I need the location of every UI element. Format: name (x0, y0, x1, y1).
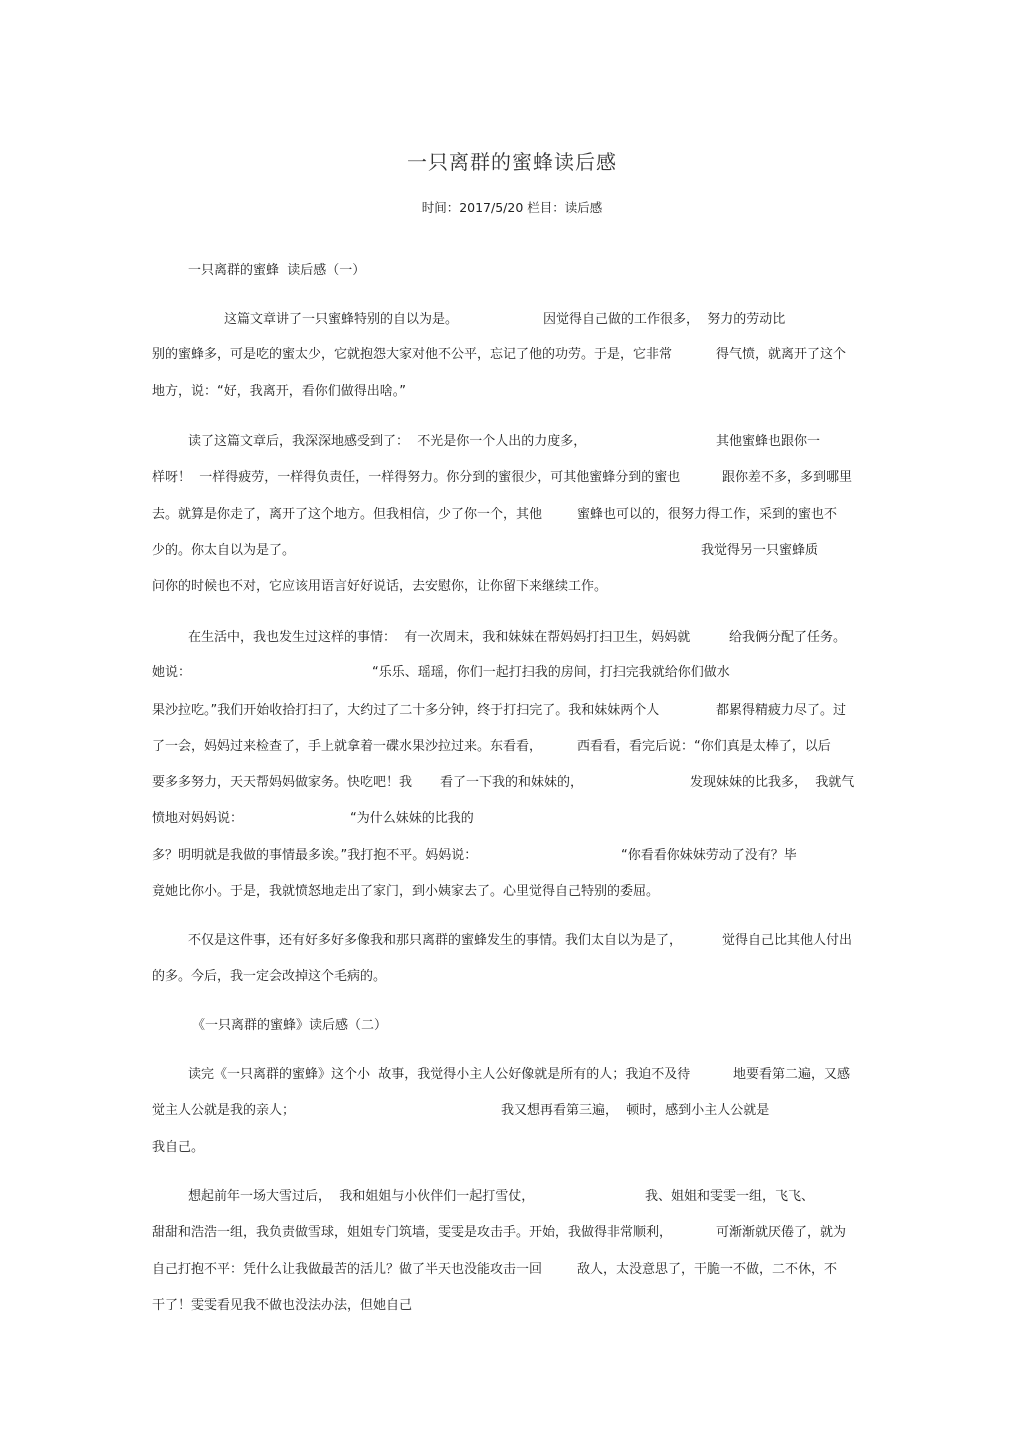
text-line: 西看看，看完后说：“你们真是太棒了，以后 (577, 739, 831, 754)
text-line: 看了一下我的和妹妹的， (440, 775, 584, 790)
text-line: 我又想再看第三遍， 顿时，感到小主人公就是 (501, 1103, 770, 1118)
text-line: 的多。今后，我一定会改掉这个毛病的。 (152, 969, 387, 984)
text-line: 敌人，太没意思了，干脆一不做，二不休，不 (577, 1262, 838, 1277)
text-line: 因觉得自己做的工作很多， 努力的劳动比 (543, 312, 786, 327)
text-line: 想起前年一场大雪过后， 我和姐姐与小伙伴们一起打雪仗， (188, 1189, 535, 1204)
text-line: 可渐渐就厌倦了，就为 (716, 1225, 847, 1240)
text-line: 竟她比你小。于是，我就愤怒地走出了家门，到小姨家去了。心里觉得自己特别的委屈。 (152, 884, 660, 899)
text-line: 读了这篇文章后，我深深地感受到了： 不光是你一个人出的力度多， (188, 434, 587, 449)
text-line: 愤地对妈妈说： (152, 811, 244, 826)
text-line: “乐乐、瑶瑶，你们一起打扫我的房间，打扫完我就给你们做水 (372, 665, 730, 680)
text-line: 这篇文章讲了一只蜜蜂特别的自以为是。 (224, 312, 459, 327)
text-line: 自己打抱不平：凭什么让我做最苦的活儿？做了半天也没能攻击一回 (152, 1262, 543, 1277)
text-line: 要多多努力，天天帮妈妈做家务。快吃吧！我 (152, 775, 413, 790)
text-line: 甜甜和浩浩一组，我负责做雪球，姐姐专门筑墙，雯雯是攻击手。开始，我做得非常顺利， (152, 1225, 673, 1240)
text-line: 跟你差不多，多到哪里 (722, 470, 853, 485)
text-line: 读完《一只离群的蜜蜂》这个小 故事，我觉得小主人公好像就是所有的人；我迫不及待 (188, 1067, 691, 1082)
text-line: 地方，说：“好，我离开，看你们做得出啥。” (152, 384, 406, 399)
text-line: 得气愤，就离开了这个 (716, 347, 847, 362)
text-line: 蜜蜂也可以的，很努力得工作，采到的蜜也不 (577, 507, 838, 522)
text-line: 觉得自己比其他人付出 (722, 933, 853, 948)
article-title: 一只离群的蜜蜂读后感 (407, 150, 617, 174)
text-line: 不仅是这件事，还有好多好多像我和那只离群的蜜蜂发生的事情。我们太自以为是了， (188, 933, 683, 948)
text-line: 给我俩分配了任务。 (729, 630, 847, 645)
text-line: 了一会，妈妈过来检查了，手上就拿着一碟水果沙拉过来。东看看， (152, 739, 543, 754)
text-line: 问你的时候也不对，它应该用语言好好说话，去安慰你，让你留下来继续工作。 (152, 579, 608, 594)
text-line: 她说： (152, 665, 192, 680)
text-line: 发现妹妹的比我多， 我就气 (690, 775, 855, 790)
text-line: 少的。你太自以为是了。 (152, 543, 296, 558)
text-line: 觉主人公就是我的亲人； (152, 1103, 296, 1118)
text-line: 样呀！ 一样得疲劳，一样得负责任，一样得努力。你分到的蜜很少，可其他蜜蜂分到的蜜也 (152, 470, 681, 485)
text-line: 果沙拉吃。”我们开始收拾打扫了，大约过了二十多分钟，终于打扫完了。我和妹妹两个人 (152, 703, 660, 718)
text-line: 其他蜜蜂也跟你一 (716, 434, 821, 449)
text-line: 多？明明就是我做的事情最多诶。”我打抱不平。妈妈说： (152, 848, 478, 863)
text-line: 别的蜜蜂多，可是吃的蜜太少，它就抱怨大家对他不公平，忘记了他的功劳。于是，它非常 (152, 347, 673, 362)
section-heading-1: 一只离群的蜜蜂 读后感（一） (188, 263, 366, 278)
text-line: 我自己。 (152, 1140, 205, 1155)
text-line: “你看看你妹妹劳动了没有？毕 (621, 848, 797, 863)
text-line: 在生活中，我也发生过这样的事情： 有一次周末，我和妹妹在帮妈妈打扫卫生，妈妈就 (188, 630, 691, 645)
text-line: 地要看第二遍，又感 (733, 1067, 851, 1082)
article-meta: 时间：2017/5/20 栏目：读后感 (421, 200, 603, 215)
text-line: 我觉得另一只蜜蜂质 (701, 543, 819, 558)
text-line: 我、姐姐和雯雯一组，飞飞、 (645, 1189, 815, 1204)
section-heading-2: 《一只离群的蜜蜂》读后感（二） (192, 1018, 388, 1033)
text-line: “为什么妹妹的比我的 (350, 811, 474, 826)
text-line: 去。就算是你走了，离开了这个地方。但我相信，少了你一个，其他 (152, 507, 543, 522)
text-line: 干了！雯雯看见我不做也没法办法，但她自己 (152, 1298, 413, 1313)
text-line: 都累得精疲力尽了。过 (716, 703, 847, 718)
